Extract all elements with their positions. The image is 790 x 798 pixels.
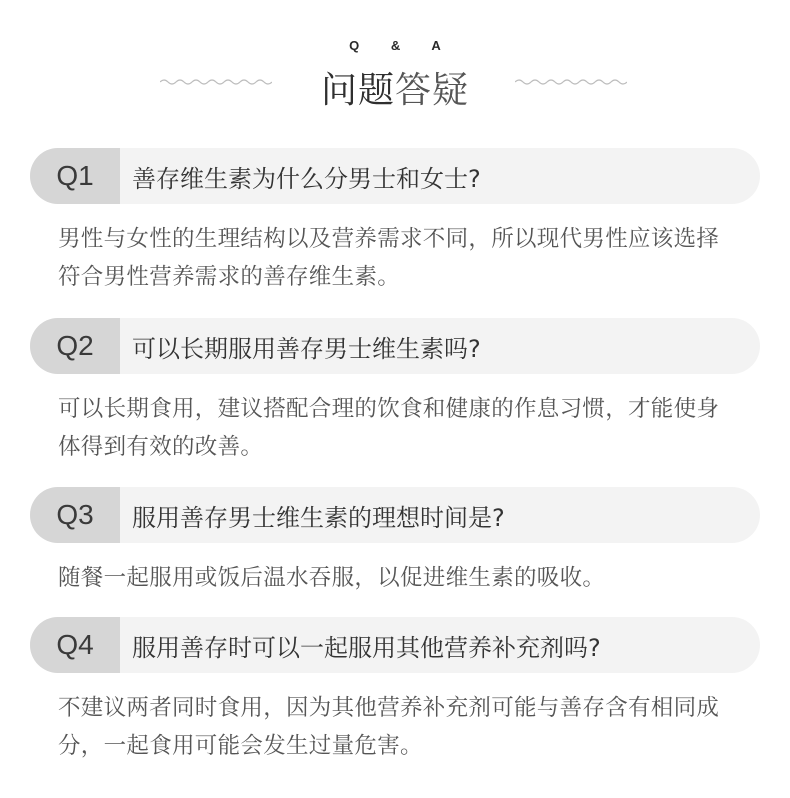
title-light: 答疑	[395, 70, 470, 111]
title-dark: 问题	[320, 70, 395, 111]
page-title	[0, 62, 790, 113]
question-badge: Q2	[30, 318, 120, 374]
question-bar	[30, 148, 760, 204]
question-text: 可以长期服用善存男士维生素吗?	[132, 334, 481, 363]
qa-mark: Q & A	[349, 38, 455, 53]
answer-text: 男性与女性的生理结构以及营养需求不同，所以现代男性应该选择符合男性营养需求的善存维生素。	[58, 226, 720, 290]
question-text: 善存维生素为什么分男士和女士?	[132, 164, 481, 193]
qa-item-1	[30, 148, 760, 296]
answer-text: 随餐一起服用或饭后温水吞服，以促进维生素的吸收。	[58, 565, 606, 591]
question-bar	[30, 487, 760, 543]
answer-text: 可以长期食用，建议搭配合理的饮食和健康的作息习惯，才能使身体得到有效的改善。	[58, 396, 720, 460]
question-text: 服用善存时可以一起服用其他营养补充剂吗?	[132, 633, 601, 662]
qa-item-2	[30, 318, 760, 466]
section-header	[0, 0, 790, 130]
question-bar	[30, 617, 760, 673]
answer-text: 不建议两者同时食用，因为其他营养补充剂可能与善存含有相同成分，一起食用可能会发生过量危害。	[58, 695, 720, 759]
wave-decoration-right	[515, 76, 627, 88]
question-text: 服用善存男士维生素的理想时间是?	[132, 503, 505, 532]
question-badge: Q3	[30, 487, 120, 543]
qa-item-4	[30, 617, 760, 765]
question-bar	[30, 318, 760, 374]
question-badge: Q4	[30, 617, 120, 673]
qa-item-3	[30, 487, 760, 597]
question-badge: Q1	[30, 148, 120, 204]
